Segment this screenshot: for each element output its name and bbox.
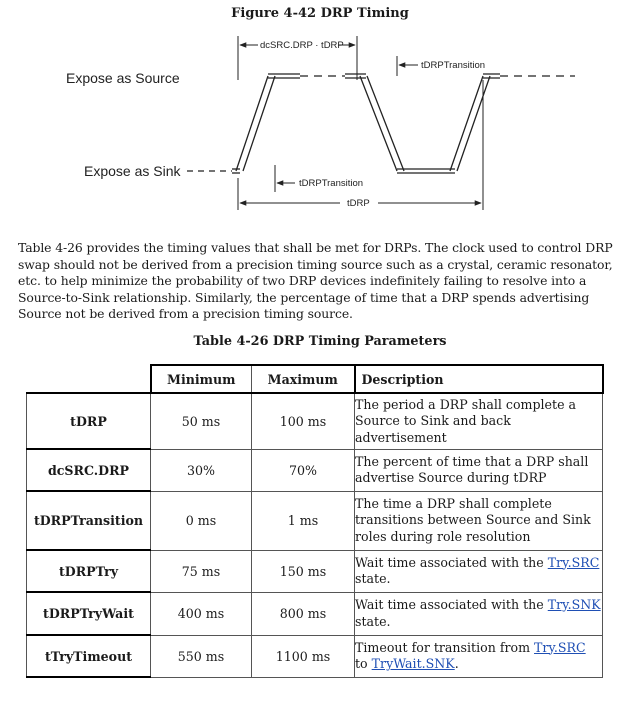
- try-snk-link[interactable]: Try.SNK: [547, 597, 601, 612]
- dim-transition-top-label: tDRPTransition: [421, 60, 486, 71]
- desc-text: Wait time associated with the: [355, 597, 548, 612]
- param-name: dcSRC.DRP: [27, 449, 151, 491]
- body-paragraph: Table 4-26 provides the timing values that shall be met for DRPs. The clock used to control DRP swap should not be derived from a precision timing source such as a crystal, ceramic resonator, etc. to help minimize the probability of two DRP devices indefinitely failing to resolve into a Source-to-Sink relationship. Similarly, the percentage of time that a DRP spends advertising Source not be derived from a precision timing source.: [18, 240, 613, 322]
- param-max: 70%: [252, 449, 355, 491]
- param-min: 550 ms: [151, 635, 252, 677]
- drp-timing-diagram: [0, 28, 640, 218]
- try-src-link[interactable]: Try.SRC: [547, 554, 600, 570]
- param-max: 800 ms: [252, 592, 355, 635]
- param-name: tDRP: [27, 393, 151, 449]
- figure-title: Figure 4-42 DRP Timing: [231, 6, 409, 21]
- label-expose-sink: Expose as Sink: [84, 163, 181, 179]
- param-min: 75 ms: [151, 550, 252, 592]
- desc-text: to: [355, 656, 372, 671]
- table-row: [27, 550, 603, 592]
- desc-text: Timeout for transition from: [355, 639, 535, 655]
- param-max: 150 ms: [252, 550, 355, 592]
- table-row: [27, 393, 603, 449]
- dim-transition-bottom: [275, 165, 295, 192]
- dim-period-label: tDRP: [347, 198, 370, 209]
- param-min: 30%: [151, 449, 252, 491]
- param-description: [355, 550, 603, 592]
- param-min: 400 ms: [151, 592, 252, 635]
- dim-transition-bottom-label: tDRPTransition: [299, 178, 364, 189]
- param-name: tTryTimeout: [27, 635, 151, 677]
- param-name: tDRPTransition: [27, 491, 151, 550]
- dim-duty-cycle-label: dcSRC.DRP · tDRP: [260, 40, 344, 51]
- desc-text: state.: [355, 571, 391, 586]
- header-blank: [27, 365, 151, 393]
- header-maximum: Maximum: [252, 365, 355, 393]
- param-max: 1 ms: [252, 491, 355, 550]
- table-row: [27, 491, 603, 550]
- desc-text: state.: [355, 613, 391, 629]
- param-max: 1100 ms: [252, 635, 355, 677]
- param-min: 0 ms: [151, 491, 252, 550]
- desc-text: The percent of time that a DRP shall advertise Source during tDRP: [355, 453, 589, 485]
- param-min: 50 ms: [151, 393, 252, 449]
- table-header-row: [27, 365, 603, 393]
- desc-text: .: [454, 656, 459, 671]
- param-description: [355, 491, 603, 550]
- table-row: [27, 449, 603, 491]
- desc-text: The period a DRP shall complete a Source to Sink and back advertisement: [355, 396, 577, 445]
- header-description: Description: [355, 365, 603, 393]
- desc-text: The time a DRP shall complete transitions between Source and Sink roles during role resolution: [355, 495, 591, 544]
- drp-timing-table: [26, 364, 604, 678]
- header-minimum: Minimum: [151, 365, 252, 393]
- dim-transition-top: [397, 56, 418, 76]
- param-description: [355, 592, 603, 635]
- param-description: [355, 393, 603, 449]
- param-max: 100 ms: [252, 393, 355, 449]
- param-description: [355, 635, 603, 677]
- trywait-snk-link[interactable]: TryWait.SNK: [371, 656, 455, 671]
- param-name: tDRPTryWait: [27, 592, 151, 635]
- table-row: [27, 635, 603, 677]
- desc-text: Wait time associated with the: [355, 554, 548, 570]
- param-description: [355, 449, 603, 491]
- try-src-link[interactable]: Try.SRC: [534, 639, 586, 655]
- table-row: [27, 592, 603, 635]
- label-expose-source: Expose as Source: [66, 70, 180, 86]
- table-title: Table 4-26 DRP Timing Parameters: [193, 334, 447, 349]
- waveform: [187, 74, 575, 173]
- param-name: tDRPTry: [27, 550, 151, 592]
